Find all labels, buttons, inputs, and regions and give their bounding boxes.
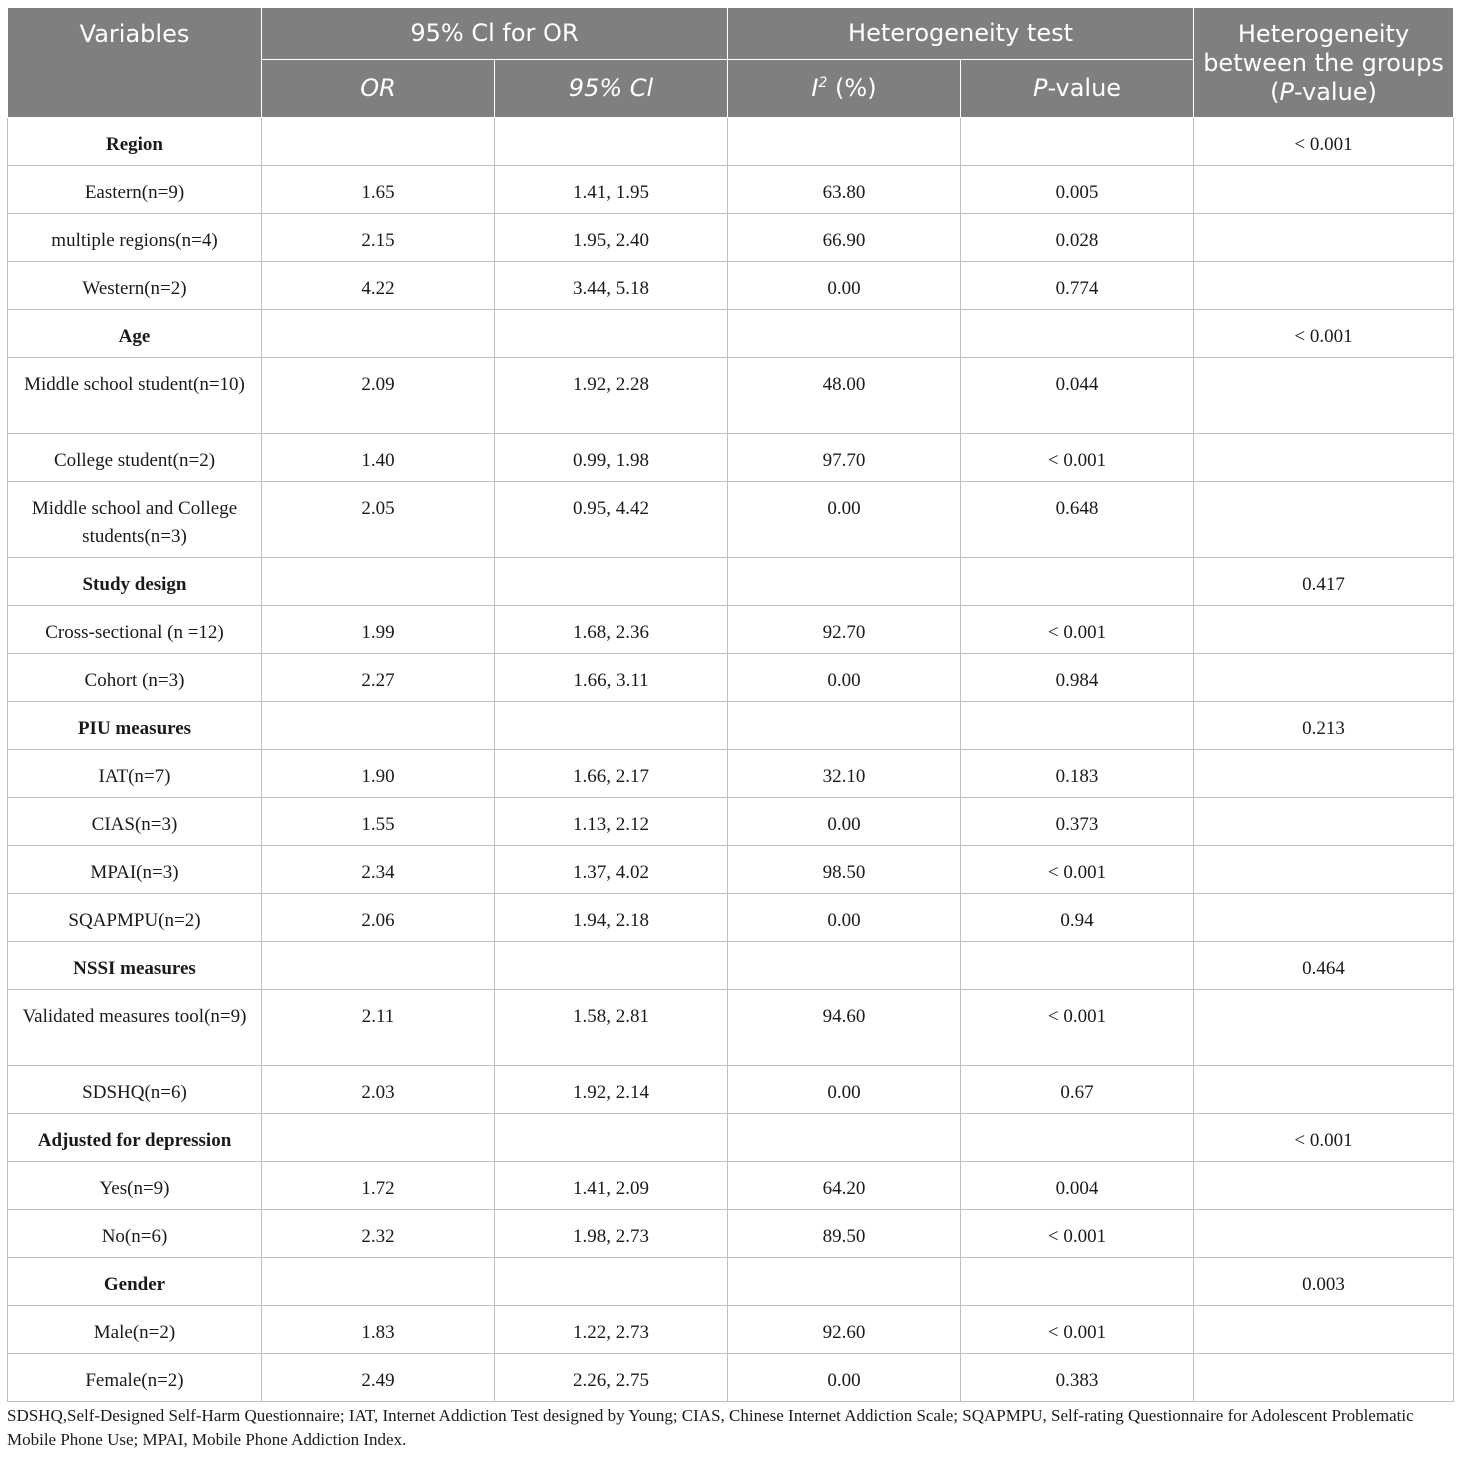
ci-cell <box>495 702 728 750</box>
i2-cell <box>728 310 961 358</box>
pvalue-cell: < 0.001 <box>961 990 1194 1066</box>
or-cell <box>262 558 495 606</box>
header-pvalue-p: P <box>1032 74 1048 102</box>
ci-cell: 1.22, 2.73 <box>495 1306 728 1354</box>
i2-cell: 48.00 <box>728 358 961 434</box>
table-row <box>8 166 1454 214</box>
pvalue-cell: < 0.001 <box>961 434 1194 482</box>
or-cell: 1.90 <box>262 750 495 798</box>
pvalue-cell: 0.028 <box>961 214 1194 262</box>
between-groups-pvalue-cell <box>1194 990 1454 1066</box>
or-cell <box>262 310 495 358</box>
between-groups-pvalue-cell <box>1194 482 1454 558</box>
row-label-cell: SQAPMPU(n=2) <box>8 894 262 942</box>
table-header <box>8 8 1454 118</box>
ci-cell: 1.68, 2.36 <box>495 606 728 654</box>
pvalue-cell: 0.004 <box>961 1162 1194 1210</box>
header-ci-group: 95% Cl for OR <box>262 8 728 60</box>
between-groups-pvalue-cell <box>1194 358 1454 434</box>
i2-cell: 94.60 <box>728 990 961 1066</box>
or-cell: 2.27 <box>262 654 495 702</box>
between-groups-pvalue-cell <box>1194 1210 1454 1258</box>
header-heterogeneity-group: Heterogeneity test <box>728 8 1194 60</box>
or-cell: 4.22 <box>262 262 495 310</box>
pvalue-cell: < 0.001 <box>961 1306 1194 1354</box>
pvalue-cell <box>961 942 1194 990</box>
between-groups-pvalue-cell: < 0.001 <box>1194 1114 1454 1162</box>
header-i2-sup: 2 <box>818 75 828 91</box>
pvalue-cell: < 0.001 <box>961 606 1194 654</box>
row-label-cell: Region <box>8 118 262 166</box>
pvalue-cell: 0.774 <box>961 262 1194 310</box>
i2-cell: 92.70 <box>728 606 961 654</box>
ci-cell: 1.37, 4.02 <box>495 846 728 894</box>
i2-cell: 0.00 <box>728 262 961 310</box>
subgroup-analysis-table-container <box>7 7 1453 1452</box>
pvalue-cell <box>961 118 1194 166</box>
i2-cell: 0.00 <box>728 798 961 846</box>
pvalue-cell <box>961 702 1194 750</box>
table-row <box>8 1306 1454 1354</box>
header-between-groups-p: P <box>1279 78 1294 106</box>
table-row <box>8 990 1454 1066</box>
header-between-groups-prefix: Heterogeneity between the groups ( <box>1203 20 1444 106</box>
pvalue-cell <box>961 1258 1194 1306</box>
ci-cell: 0.99, 1.98 <box>495 434 728 482</box>
ci-cell: 1.92, 2.14 <box>495 1066 728 1114</box>
table-row <box>8 750 1454 798</box>
ci-cell: 1.66, 3.11 <box>495 654 728 702</box>
pvalue-cell: 0.984 <box>961 654 1194 702</box>
header-pvalue <box>961 60 1194 118</box>
table-body <box>8 118 1454 1402</box>
or-cell: 1.65 <box>262 166 495 214</box>
or-cell: 1.99 <box>262 606 495 654</box>
header-i2-letter: I <box>811 74 819 102</box>
pvalue-cell <box>961 1114 1194 1162</box>
header-i2-unit: (%) <box>827 74 877 102</box>
pvalue-cell: 0.183 <box>961 750 1194 798</box>
ci-cell: 1.41, 2.09 <box>495 1162 728 1210</box>
between-groups-pvalue-cell: < 0.001 <box>1194 118 1454 166</box>
pvalue-cell: 0.044 <box>961 358 1194 434</box>
group-row <box>8 310 1454 358</box>
between-groups-pvalue-cell: 0.003 <box>1194 1258 1454 1306</box>
table-row <box>8 482 1454 558</box>
i2-cell <box>728 702 961 750</box>
between-groups-pvalue-cell <box>1194 1162 1454 1210</box>
row-label-cell: Validated measures tool(n=9) <box>8 990 262 1066</box>
pvalue-cell <box>961 310 1194 358</box>
or-cell <box>262 1114 495 1162</box>
or-cell: 2.09 <box>262 358 495 434</box>
subgroup-analysis-table <box>7 7 1454 1402</box>
row-label-cell: No(n=6) <box>8 1210 262 1258</box>
i2-cell: 0.00 <box>728 654 961 702</box>
i2-cell: 0.00 <box>728 894 961 942</box>
or-cell: 2.05 <box>262 482 495 558</box>
i2-cell: 97.70 <box>728 434 961 482</box>
between-groups-pvalue-cell <box>1194 750 1454 798</box>
i2-cell <box>728 118 961 166</box>
between-groups-pvalue-cell <box>1194 606 1454 654</box>
table-row <box>8 262 1454 310</box>
row-label-cell: College student(n=2) <box>8 434 262 482</box>
between-groups-pvalue-cell: 0.417 <box>1194 558 1454 606</box>
row-label-cell: Western(n=2) <box>8 262 262 310</box>
ci-cell <box>495 942 728 990</box>
header-variables: Variables <box>8 8 262 118</box>
i2-cell <box>728 558 961 606</box>
group-row <box>8 702 1454 750</box>
ci-cell <box>495 310 728 358</box>
table-row <box>8 1210 1454 1258</box>
row-label-cell: Cross-sectional (n =12) <box>8 606 262 654</box>
i2-cell: 63.80 <box>728 166 961 214</box>
header-ci: 95% Cl <box>495 60 728 118</box>
between-groups-pvalue-cell <box>1194 166 1454 214</box>
row-label-cell: IAT(n=7) <box>8 750 262 798</box>
row-label-cell: SDSHQ(n=6) <box>8 1066 262 1114</box>
row-label-cell: Male(n=2) <box>8 1306 262 1354</box>
header-between-groups <box>1194 8 1454 118</box>
ci-cell <box>495 118 728 166</box>
row-label-cell: Yes(n=9) <box>8 1162 262 1210</box>
row-label-cell: PIU measures <box>8 702 262 750</box>
group-row <box>8 942 1454 990</box>
row-label-cell: NSSI measures <box>8 942 262 990</box>
table-row <box>8 214 1454 262</box>
ci-cell: 1.98, 2.73 <box>495 1210 728 1258</box>
between-groups-pvalue-cell <box>1194 214 1454 262</box>
ci-cell <box>495 1258 728 1306</box>
row-label-cell: Study design <box>8 558 262 606</box>
header-pvalue-suffix: -value <box>1047 74 1122 102</box>
table-row <box>8 1162 1454 1210</box>
row-label-cell: Age <box>8 310 262 358</box>
group-row <box>8 558 1454 606</box>
or-cell: 2.34 <box>262 846 495 894</box>
between-groups-pvalue-cell <box>1194 262 1454 310</box>
or-cell: 1.72 <box>262 1162 495 1210</box>
ci-cell: 1.94, 2.18 <box>495 894 728 942</box>
between-groups-pvalue-cell <box>1194 846 1454 894</box>
between-groups-pvalue-cell: 0.213 <box>1194 702 1454 750</box>
or-cell <box>262 702 495 750</box>
row-label-cell: CIAS(n=3) <box>8 798 262 846</box>
or-cell: 2.32 <box>262 1210 495 1258</box>
between-groups-pvalue-cell <box>1194 798 1454 846</box>
ci-cell: 1.66, 2.17 <box>495 750 728 798</box>
ci-cell <box>495 1114 728 1162</box>
or-cell <box>262 118 495 166</box>
table-row <box>8 798 1454 846</box>
or-cell: 2.11 <box>262 990 495 1066</box>
group-row <box>8 118 1454 166</box>
row-label-cell: multiple regions(n=4) <box>8 214 262 262</box>
ci-cell <box>495 558 728 606</box>
or-cell: 2.03 <box>262 1066 495 1114</box>
i2-cell: 89.50 <box>728 1210 961 1258</box>
or-cell: 1.83 <box>262 1306 495 1354</box>
table-row <box>8 606 1454 654</box>
i2-cell: 98.50 <box>728 846 961 894</box>
i2-cell: 64.20 <box>728 1162 961 1210</box>
ci-cell: 0.95, 4.42 <box>495 482 728 558</box>
i2-cell: 66.90 <box>728 214 961 262</box>
table-row <box>8 846 1454 894</box>
table-row <box>8 434 1454 482</box>
row-label-cell: MPAI(n=3) <box>8 846 262 894</box>
or-cell: 2.06 <box>262 894 495 942</box>
between-groups-pvalue-cell <box>1194 894 1454 942</box>
group-row <box>8 1114 1454 1162</box>
or-cell: 1.55 <box>262 798 495 846</box>
i2-cell: 0.00 <box>728 1354 961 1402</box>
ci-cell: 1.58, 2.81 <box>495 990 728 1066</box>
or-cell: 1.40 <box>262 434 495 482</box>
table-footnote: SDSHQ,Self-Designed Self-Harm Questionnaire; IAT, Internet Addiction Test designed by Young; CIAS, Chinese Internet Addiction Scale; SQAPMPU, Self-rating Questionnaire for Adolescent Problematic Mobile Phone Use; MPAI, Mobile Phone Addiction Index. <box>7 1406 1414 1449</box>
i2-cell: 0.00 <box>728 482 961 558</box>
between-groups-pvalue-cell: < 0.001 <box>1194 310 1454 358</box>
ci-cell: 1.13, 2.12 <box>495 798 728 846</box>
or-cell: 2.49 <box>262 1354 495 1402</box>
header-between-groups-suffix: -value) <box>1293 78 1377 106</box>
row-label-cell: Middle school and College students(n=3) <box>8 482 262 558</box>
pvalue-cell: 0.005 <box>961 166 1194 214</box>
pvalue-cell: 0.67 <box>961 1066 1194 1114</box>
row-label-cell: Middle school student(n=10) <box>8 358 262 434</box>
i2-cell: 0.00 <box>728 1066 961 1114</box>
i2-cell: 32.10 <box>728 750 961 798</box>
header-or: OR <box>262 60 495 118</box>
between-groups-pvalue-cell <box>1194 434 1454 482</box>
table-row <box>8 654 1454 702</box>
between-groups-pvalue-cell <box>1194 1306 1454 1354</box>
or-cell <box>262 1258 495 1306</box>
row-label-cell: Eastern(n=9) <box>8 166 262 214</box>
table-row <box>8 1066 1454 1114</box>
ci-cell: 2.26, 2.75 <box>495 1354 728 1402</box>
ci-cell: 1.41, 1.95 <box>495 166 728 214</box>
row-label-cell: Gender <box>8 1258 262 1306</box>
row-label-cell: Female(n=2) <box>8 1354 262 1402</box>
ci-cell: 1.92, 2.28 <box>495 358 728 434</box>
i2-cell <box>728 1258 961 1306</box>
between-groups-pvalue-cell <box>1194 1354 1454 1402</box>
ci-cell: 3.44, 5.18 <box>495 262 728 310</box>
i2-cell <box>728 1114 961 1162</box>
ci-cell: 1.95, 2.40 <box>495 214 728 262</box>
table-row <box>8 1354 1454 1402</box>
or-cell: 2.15 <box>262 214 495 262</box>
group-row <box>8 1258 1454 1306</box>
between-groups-pvalue-cell: 0.464 <box>1194 942 1454 990</box>
pvalue-cell: 0.94 <box>961 894 1194 942</box>
table-row <box>8 894 1454 942</box>
between-groups-pvalue-cell <box>1194 654 1454 702</box>
pvalue-cell: 0.383 <box>961 1354 1194 1402</box>
i2-cell: 92.60 <box>728 1306 961 1354</box>
row-label-cell: Cohort (n=3) <box>8 654 262 702</box>
pvalue-cell: 0.648 <box>961 482 1194 558</box>
pvalue-cell: < 0.001 <box>961 1210 1194 1258</box>
header-i2 <box>728 60 961 118</box>
table-row <box>8 358 1454 434</box>
row-label-cell: Adjusted for depression <box>8 1114 262 1162</box>
between-groups-pvalue-cell <box>1194 1066 1454 1114</box>
pvalue-cell <box>961 558 1194 606</box>
pvalue-cell: < 0.001 <box>961 846 1194 894</box>
i2-cell <box>728 942 961 990</box>
or-cell <box>262 942 495 990</box>
pvalue-cell: 0.373 <box>961 798 1194 846</box>
